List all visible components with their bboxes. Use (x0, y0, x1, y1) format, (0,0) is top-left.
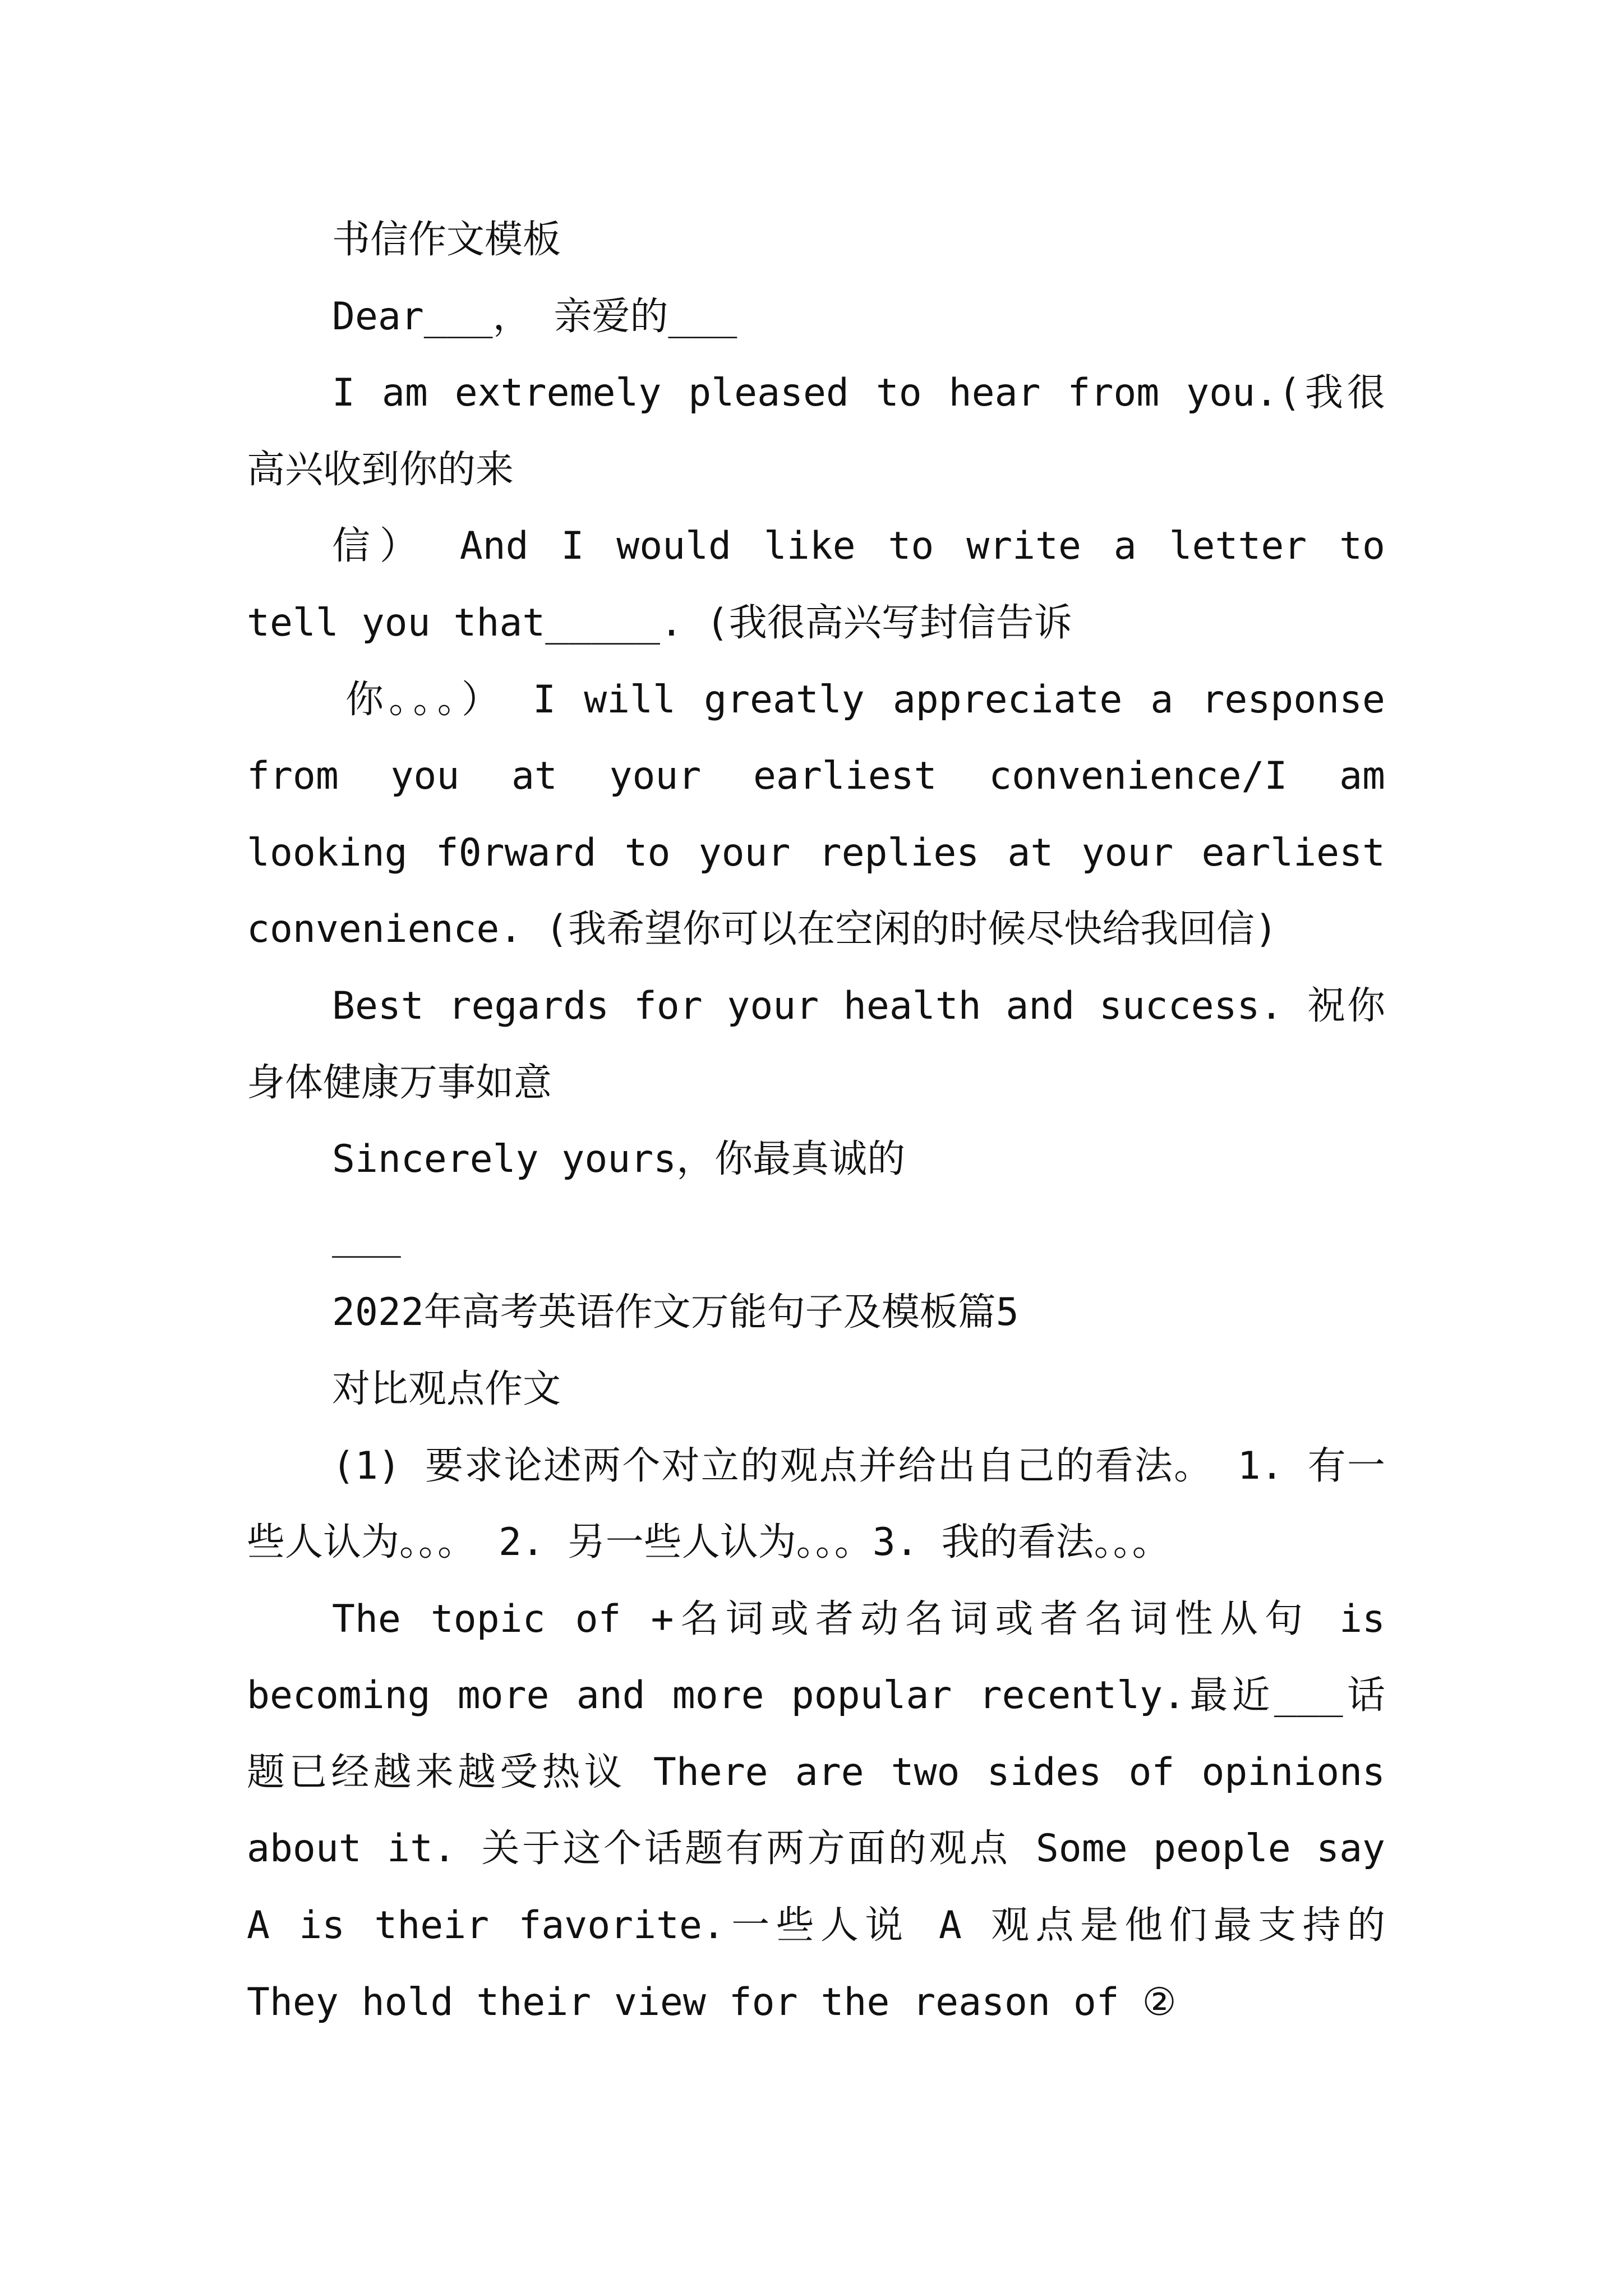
closing-line: Sincerely yours，你最真诚的 (332, 1137, 906, 1182)
salutation-line: Dear___， 亲爱的___ (332, 294, 737, 339)
template-body-paragraph: The topic of +名词或者动名词或者名词性从句 is becoming more and more popular recently.最近___话题已经越来越受热议 There are two sides of opinions about it. 关于这个话题有两方面的观点 Some people say A is their favorite.一些人说 A 观点是他们最支持的 They hold their view for the reason of ② (247, 1596, 1385, 2024)
document-body (247, 202, 1385, 2041)
response-request-paragraph: 你。。。） I will greatly appreciate a response from you at your earliest convenience/I am looking f0rward to your replies at your earliest convenience. (我希望你可以在空闲的时候尽快给我回信) (247, 677, 1385, 952)
letter-template-title: 书信作文模板 (332, 218, 561, 262)
regards-paragraph: Best regards for your health and success. 祝你身体健康万事如意 (247, 983, 1385, 1105)
section-heading: 2022年高考英语作文万能句子及模板篇5 (332, 1290, 1019, 1335)
signature-blank: ___ (332, 1213, 401, 1258)
section-subtitle: 对比观点作文 (332, 1366, 561, 1411)
opening-sentence-continued: 信） And I would like to write a letter to tell you that_____. (我很高兴写封信告诉 (247, 524, 1385, 645)
requirement-paragraph: (1) 要求论述两个对立的观点并给出自己的看法。 1. 有一些人认为。。。 2. 另一些人认为。。。3. 我的看法。。。 (247, 1443, 1385, 1565)
opening-sentence: I am extremely pleased to hear from you.(我很高兴收到你的来 (247, 371, 1385, 492)
